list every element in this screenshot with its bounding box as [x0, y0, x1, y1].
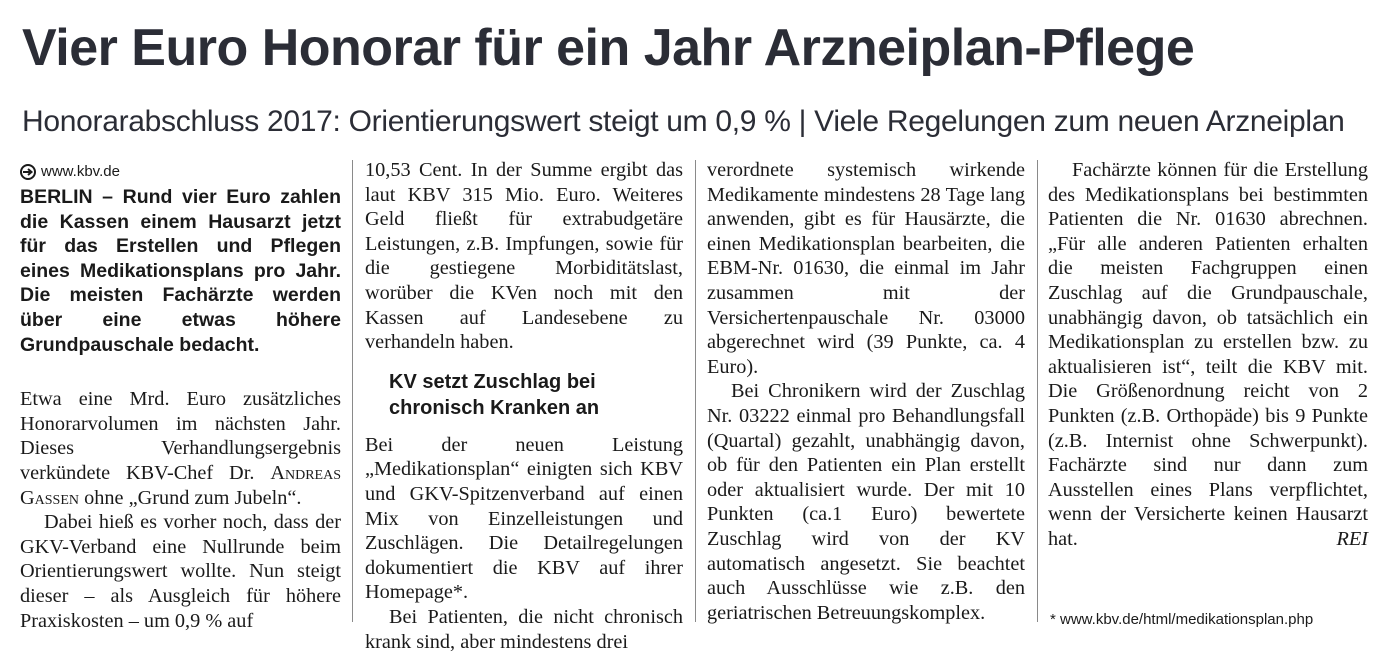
section-heading: KV setzt Zuschlag bei chronisch Kranken an: [389, 370, 600, 419]
lead-paragraph: BERLIN – Rund vier Euro zahlen die Kassen einem Hausarzt jetzt für das Erstellen und Pflegen eines Medikationsplans pro Jahr. Die meisten Fachärzte werden über eine etwas höhere Grundpauschale bedacht.: [20, 186, 341, 356]
paragraph: Dabei hieß es vorher noch, dass der GKV-Verband eine Nullrunde beim Orientierungswert wollte. Nun steigt dieser – als Ausgleich für höhere Praxiskosten – um 0,9 % auf: [20, 511, 341, 632]
author-initials: REI: [1336, 527, 1368, 550]
person-name: Andreas Gassen: [20, 461, 341, 509]
paragraph: 10,53 Cent. In der Summe ergibt das laut KBV 315 Mio. Euro. Weiteres Geld fließt für extrabudgetäre Leistungen, z.B. Impfungen, sowie für die gestiegene Morbiditätslast, worüber die KVen noch mit den Kassen auf Landesebene zu verhandeln haben.: [365, 159, 683, 354]
article-column-3: [707, 158, 1025, 625]
column-rule: [695, 160, 696, 622]
paragraph: Etwa eine Mrd. Euro zusätzliches Honorarvolumen im nächsten Jahr. Dieses Verhandlungsergebnis verkündete KBV-Chef Dr. Andreas Gassen ohne „Grund zum Jubeln“.: [20, 388, 341, 509]
column-rule: [1037, 160, 1038, 622]
paragraph: verordnete systemisch wirkende Medikamente mindestens 28 Tage lang anwenden, gibt es für Hausärzte, die einen Medikationsplan bearbeiten, die EBM-Nr. 01630, die einmal im Jahr zusammen mit der Versichertenpauschale Nr. 03000 abgerechnet wird (39 Punkte, ca. 4 Euro).: [707, 159, 1025, 378]
arrow-circle-icon: [20, 164, 36, 180]
source-link[interactable]: [20, 162, 341, 182]
article-column-4: [1048, 158, 1368, 552]
subheadline: Honorarabschluss 2017: Orientierungswert steigt um 0,9 % | Viele Regelungen zum neuen Arzneiplan: [22, 105, 1345, 138]
article-column-2: [365, 158, 683, 654]
column-rule: [352, 160, 353, 622]
source-link-text[interactable]: www.kbv.de: [41, 163, 120, 180]
paragraph: Bei Chronikern wird der Zuschlag Nr. 03222 einmal pro Behandlungsfall (Quartal) gezahlt, unabhängig davon, ob für den Patienten ein Plan erstellt oder aktualisiert wurde. Der mit 10 Punkten (ca.1 Euro) bewertete Zuschlag wird von der KV automatisch angesetzt. Sie beachtet auch Ausschlüsse wie z.B. den geriatrischen Betreuungskomplex.: [707, 380, 1025, 624]
paragraph: Fachärzte können für die Erstellung des Medikationsplans bei bestimmten Patienten die Nr. 01630 abrechnen. „Für alle anderen Patienten erhalten die meisten Fachgruppen einen Zuschlag auf die Grundpauschale, unabhängig davon, ob tatsächlich ein Medikationsplan zu erstellen bzw. zu aktualisieren ist“, teilt die KBV mit. Die Größenordnung reicht von 2 Punkten (z.B. Orthopäde) bis 9 Punkte (z.B. Internist ohne Schwerpunkt). Fachärzte sind nur dann zum Ausstellen eines Plans verpflichtet, wenn der Versicherte keinen Hausarzt hat. REI: [1048, 159, 1368, 550]
article-column-1: [20, 162, 341, 633]
headline: Vier Euro Honorar für ein Jahr Arzneiplan-Pflege: [22, 19, 1195, 77]
footnote: * www.kbv.de/html/medikationsplan.php: [1050, 611, 1314, 628]
paragraph: Bei Patienten, die nicht chronisch krank sind, aber mindestens drei: [365, 605, 683, 653]
paragraph: Bei der neuen Leistung „Medikationsplan“ einigten sich KBV und GKV-Spitzenverband auf einen Mix von Einzelleistungen und Zuschlägen. Die Detailregelungen dokumentiert die KBV auf ihrer Homepage*.: [365, 433, 683, 604]
